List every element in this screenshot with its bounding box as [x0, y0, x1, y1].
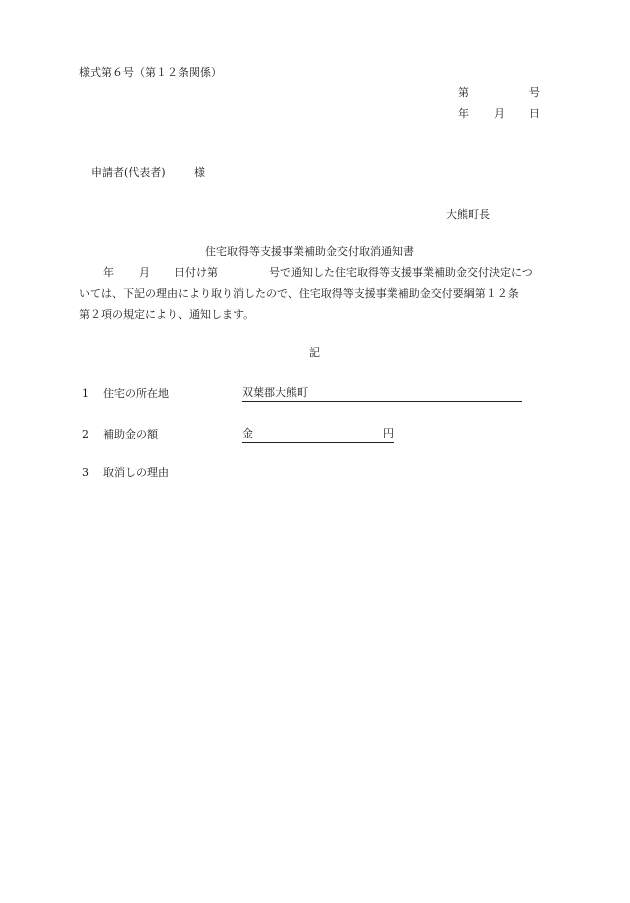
doc-number-suffix: 号 — [529, 86, 540, 99]
item-1-value: 双葉郡大熊町 — [242, 386, 522, 402]
item-2-number: 2 — [82, 428, 89, 441]
issuer-name: 大熊町長 — [446, 208, 490, 221]
item-1-value-field — [242, 386, 522, 402]
date-day: 日 — [529, 107, 540, 120]
item-3-number: 3 — [82, 466, 89, 479]
doc-number-prefix: 第 — [458, 86, 469, 99]
addressee-name: 申請者(代表者) — [91, 166, 166, 179]
item-2-value-suffix: 円 — [383, 427, 394, 440]
body-line1-date-ref: 日付け第 — [174, 266, 218, 279]
item-1-label: 住宅の所在地 — [103, 387, 169, 400]
item-2-label: 補助金の額 — [103, 428, 158, 441]
document-title: 住宅取得等支援事業補助金交付取消通知書 — [205, 245, 414, 258]
form-label: 様式第６号（第１２条関係） — [79, 66, 222, 79]
item-2-amount-line — [242, 427, 394, 443]
addressee-honorific: 様 — [194, 166, 205, 179]
body-line1-month: 月 — [139, 266, 150, 279]
date-year: 年 — [458, 107, 469, 120]
item-2-value-prefix: 金 — [242, 427, 253, 440]
ki-heading: 記 — [309, 346, 320, 359]
item-3-label: 取消しの理由 — [103, 466, 169, 479]
body-line1-text: 号で通知した住宅取得等支援事業補助金交付決定につ — [269, 266, 533, 279]
body-line2: いては、下記の理由により取り消したので、住宅取得等支援事業補助金交付要綱第１２条 — [79, 287, 519, 300]
date-month: 月 — [494, 107, 505, 120]
body-line1-year: 年 — [103, 266, 114, 279]
item-1-number: 1 — [82, 387, 89, 400]
item-2-value-field — [242, 427, 394, 443]
body-line3: 第２項の規定により、通知します。 — [79, 308, 255, 321]
